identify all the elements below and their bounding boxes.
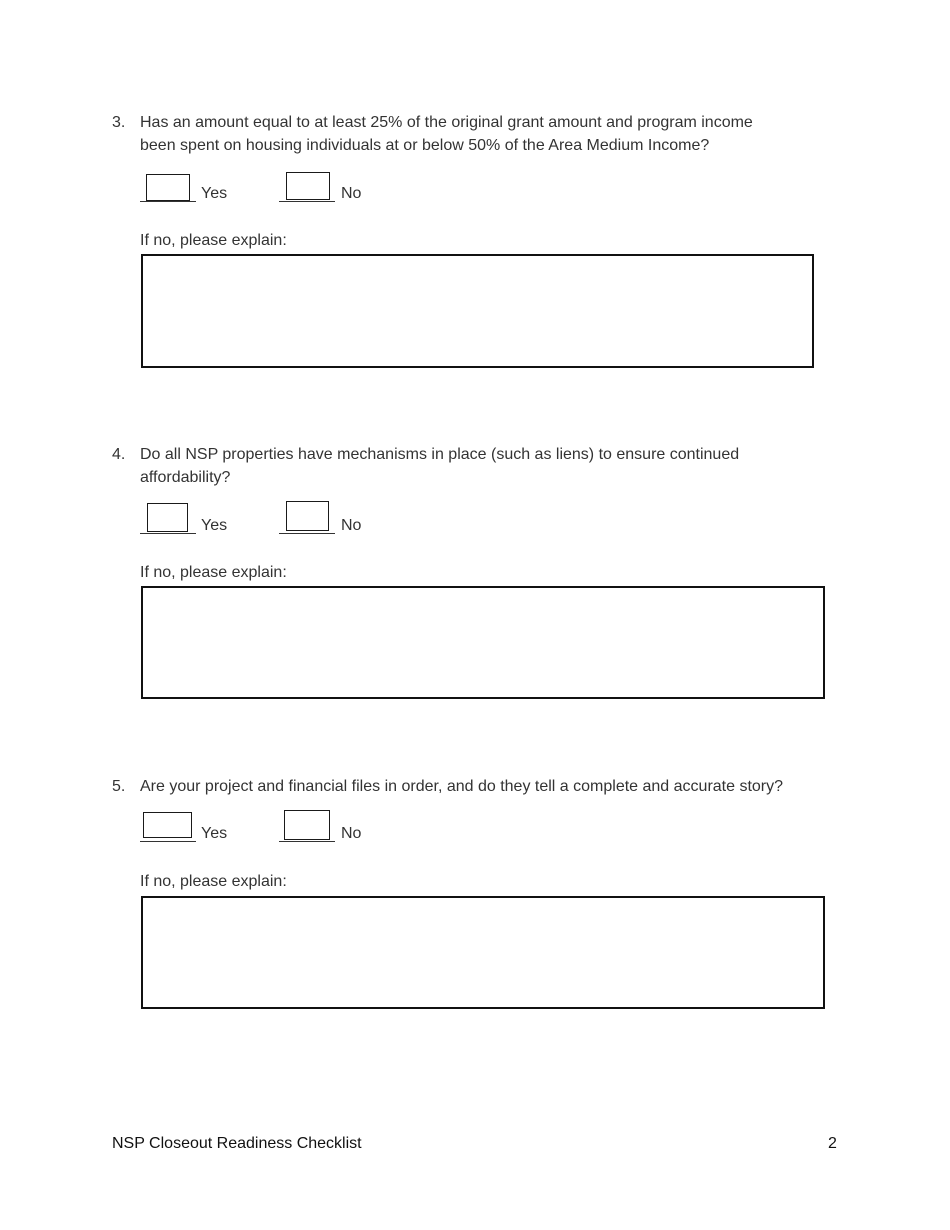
yes-checkbox[interactable] bbox=[143, 812, 192, 838]
yes-label: Yes bbox=[201, 825, 228, 842]
yes-label: Yes bbox=[201, 185, 228, 202]
footer-title: NSP Closeout Readiness Checklist bbox=[112, 1135, 362, 1152]
question-text-line: Are your project and financial files in order, and do they tell a complete and accurate story? bbox=[140, 778, 784, 795]
no-underline bbox=[279, 841, 335, 842]
no-checkbox[interactable] bbox=[284, 810, 330, 840]
question-text-line: Do all NSP properties have mechanisms in place (such as liens) to ensure continued bbox=[140, 446, 740, 463]
yes-label: Yes bbox=[201, 517, 228, 534]
question-text-line: been spent on housing individuals at or below 50% of the Area Medium Income? bbox=[140, 137, 710, 154]
yes-underline bbox=[140, 201, 196, 202]
question-text-line: affordability? bbox=[140, 469, 231, 486]
explain-label: If no, please explain: bbox=[140, 232, 287, 249]
no-label: No bbox=[341, 825, 362, 842]
no-label: No bbox=[341, 185, 362, 202]
no-underline bbox=[279, 533, 335, 534]
no-label: No bbox=[341, 517, 362, 534]
explain-label: If no, please explain: bbox=[140, 873, 287, 890]
no-checkbox[interactable] bbox=[286, 501, 329, 531]
question-number: 3. bbox=[112, 114, 126, 131]
yes-checkbox[interactable] bbox=[147, 503, 188, 532]
no-underline bbox=[279, 201, 335, 202]
question-number: 5. bbox=[112, 778, 126, 795]
explain-label: If no, please explain: bbox=[140, 564, 287, 581]
yes-underline bbox=[140, 533, 196, 534]
question-text-line: Has an amount equal to at least 25% of the original grant amount and program income bbox=[140, 114, 753, 131]
explain-textbox[interactable] bbox=[141, 896, 825, 1009]
explain-textbox[interactable] bbox=[141, 586, 825, 699]
yes-checkbox[interactable] bbox=[146, 174, 190, 201]
yes-underline bbox=[140, 841, 196, 842]
question-number: 4. bbox=[112, 446, 126, 463]
explain-textbox[interactable] bbox=[141, 254, 814, 368]
page-number: 2 bbox=[828, 1135, 837, 1152]
no-checkbox[interactable] bbox=[286, 172, 330, 200]
